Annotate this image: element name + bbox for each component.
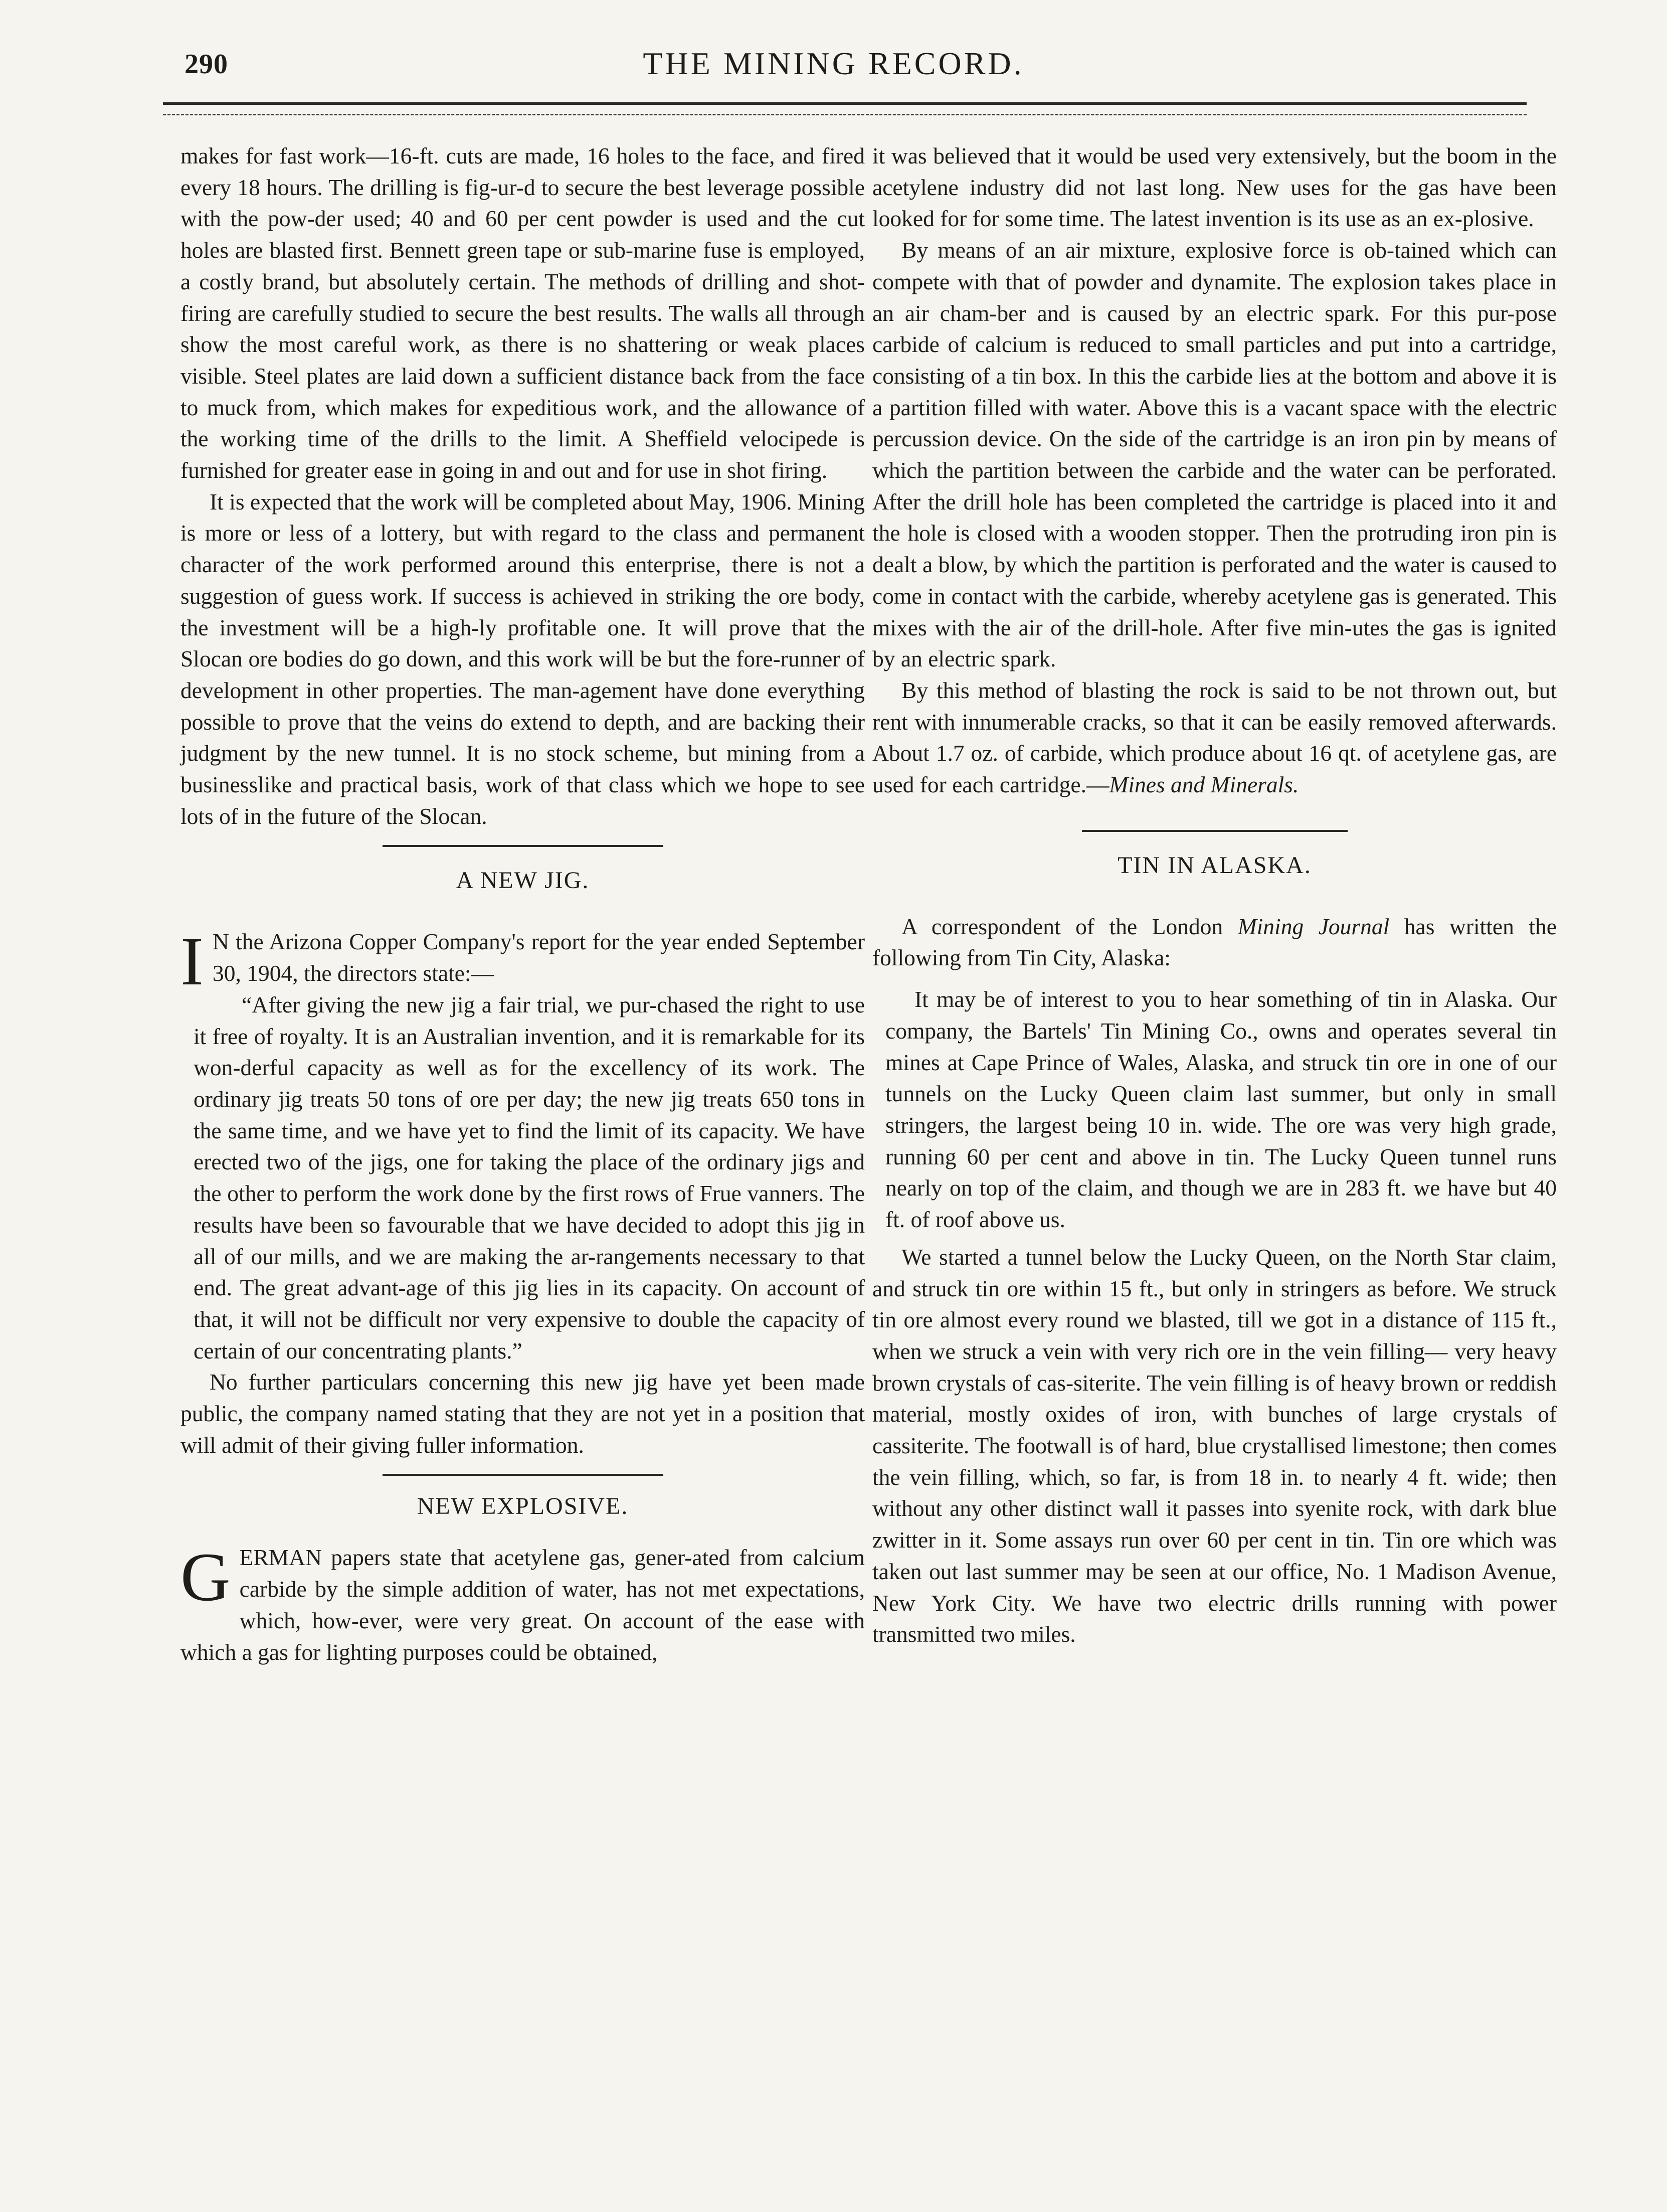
new-explosive-title: NEW EXPLOSIVE. — [417, 1493, 629, 1520]
journal-name: Mining Journal — [1237, 913, 1390, 939]
new-explosive-intro — [180, 1539, 865, 1668]
explosive-continuation-paragraph — [872, 675, 1557, 801]
intro-text-start: A correspondent of the London — [901, 913, 1238, 939]
section-divider — [1082, 830, 1348, 832]
section-divider — [383, 1474, 663, 1476]
new-jig-quote: “After giving the new jig a fair trial, we pur-chased the right to use it free of royalty. It is an Australian invention, and it is remarkable for its won-derful capacity as well as for the excellency of its work. The ordinary jig treats 50 tons of ore per day; the new jig treats 650 tons in the same time, and we have yet to find the limit of its capacity. We have erected two of the jigs, one for taking the place of the ordinary jigs and the other to perform the work done by the first rows of Frue vanners. The results have been so favourable that we have decided to adopt this jig in all of our mills, and we are making the ar-rangements necessary to that end. The great advant-age of this jig lies in its capacity. On account of that, it will not be difficult nor very expensive to double the capacity of certain of our concentrating plants.” — [194, 991, 865, 1364]
intro-text-end: has written the following from Tin City, Alaska: — [872, 913, 1557, 971]
drop-cap: I — [180, 923, 204, 1000]
journal-title: THE MINING RECORD. — [643, 46, 1024, 81]
left-column — [180, 140, 865, 1668]
explosive-continuation-paragraph: By means of an air mixture, explosive force is ob-tained which can compete with that of powder and dynamite. The explosion takes place in an air cham-ber and is caused by an electric spark. For this pur-pose carbide of calcium is reduced to small particles and put into a cartridge, consisting of a tin box. In this the carbide lies at the bottom and above it is a partition filled with water. Above this is a vacant space with the electric percussion device. On the side of the cartridge is an iron pin by means of which the partition between the carbide and the water can be perforated. After the drill hole has been completed the cartridge is placed into it and the hole is closed with a wooden stopper. Then the protruding iron pin is dealt a blow, by which the partition is perforated and the water is caused to come in contact with the carbide, whereby acetylene gas is generated. This mixes with the air of the drill-hole. After five min-utes the gas is ignited by an electric spark. — [872, 237, 1557, 672]
page-number: 290 — [184, 49, 228, 80]
article-continuation-paragraph: makes for fast work—16-ft. cuts are made, 16 holes to the face, and fired every 18 hours. The drilling is fig-ur-d to secure the best leverage possible with the pow-der used; 40 and 60 per cent powder is used and the cut holes are blasted first. Bennett green tape or sub-marine fuse is employed, a costly brand, but absolutely certain. The methods of drilling and shot-firing are carefully studied to secure the best results. The walls all through show the most careful work, as there is no shattering or weak places visible. Steel plates are laid down a sufficient distance back from the face to muck from, which makes for expeditious work, and the allowance of the working time of the drills to the limit. A Sheffield velocipede is furnished for greater ease in going in and out and for use in shot firing. — [180, 143, 865, 483]
explosive-source: Mines and Minerals. — [1109, 772, 1299, 798]
tin-letter-paragraph: We started a tunnel below the Lucky Queen, on the North Star claim, and struck tin ore within 15 ft., but only in stringers as before. We struck tin ore almost every round we blasted, till we got in a distance of 115 ft., when we struck a vein with very rich ore in the vein filling— very heavy brown crystals of cas-siterite. The vein filling is of heavy brown or reddish material, mostly oxides of iron, with bunches of large crystals of cassiterite. The footwall is of hard, blue crystallised limestone; then comes the vein filling, which, so far, is from 18 in. to nearly 4 ft. wide; then without any other distinct wall it passes into syenite rock, with dark blue zwitter in it. Some assays run over 60 per cent in tin. Tin ore which was taken out last summer may be seen at our office, No. 1 Madison Avenue, New York City. We have two electric drills running with power transmitted two miles. — [872, 1244, 1557, 1647]
section-divider — [383, 845, 663, 847]
new-jig-intro — [180, 923, 865, 1000]
article-continuation-paragraph: It is expected that the work will be completed about May, 1906. Mining is more or less of a lottery, but with regard to the class and permanent character of the work performed around this enterprise, there is not a suggestion of guess work. If success is achieved in striking the ore body, the investment will be a high-ly profitable one. It will prove that the Slocan ore bodies do go down, and this work will be but the fore-runner of development in other properties. The man-agement have done everything possible to prove that the veins do extend to depth, and are backing their judgment by the new tunnel. It is no stock scheme, but mining from a businesslike and practical basis, work of that class which we hope to see lots of in the future of the Slocan. — [180, 488, 865, 829]
new-jig-title: A NEW JIG. — [456, 867, 590, 894]
tin-in-alaska-title: TIN IN ALASKA. — [1118, 852, 1312, 879]
new-explosive-intro-text: ERMAN papers state that acetylene gas, gener-ated from calcium carbide by the simple addition of water, has not met expectations, which, how-ever, were very great. On account of the ease with which a gas for lighting purposes could be obtained, — [180, 1545, 865, 1665]
right-column — [872, 140, 1557, 1650]
explosive-final-text: By this method of blasting the rock is said to be not thrown out, but rent with innumerable cracks, so that it can be easily removed afterwards. About 1.7 oz. of carbide, which produce about 16 qt. of acetylene gas, are used for each cartridge.— — [872, 677, 1557, 798]
header-rule — [163, 102, 1527, 115]
drop-cap: G — [180, 1539, 231, 1616]
tin-letter-paragraph: It may be of interest to you to hear something of tin in Alaska. Our company, the Bartels' Tin Mining Co., owns and operates several tin mines at Cape Prince of Wales, Alaska, and struck tin ore in one of our tunnels on the Lucky Queen claim last summer, but only in small stringers, the largest being 10 in. wide. The ore was very high grade, running 60 per cent and above in tin. The Lucky Queen tunnel runs nearly on top of the claim, and though we are in 283 ft. we have but 40 ft. of roof above us. — [885, 986, 1557, 1233]
tin-in-alaska-intro — [872, 911, 1557, 974]
new-jig-intro-text: N the Arizona Copper Company's report for the year ended September 30, 1904, the directors state:— — [212, 929, 865, 986]
explosive-continuation-paragraph: it was believed that it would be used very extensively, but the boom in the acetylene industry did not last long. New uses for the gas have been looked for for some time. The latest invention is its use as an ex-plosive. — [872, 143, 1557, 232]
new-jig-closing: No further particulars concerning this new jig have yet been made public, the company named stating that they are not yet in a position that will admit of their giving fuller information. — [180, 1369, 865, 1458]
